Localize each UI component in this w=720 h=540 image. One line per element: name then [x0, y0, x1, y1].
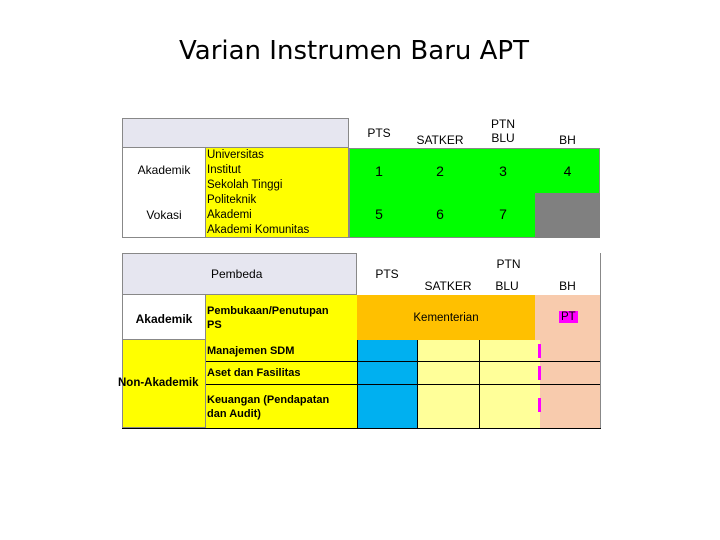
row-label-vokasi: Vokasi: [146, 208, 182, 222]
type-item: Institut: [207, 164, 241, 176]
item-keuangan: [207, 393, 357, 421]
item-line: PS: [207, 319, 222, 331]
grid-line: [206, 384, 600, 385]
type-item: Sekolah Tinggi: [207, 179, 283, 191]
type-item: Akademi: [207, 209, 252, 221]
row-label-non-akademik: Non-Akademik: [118, 377, 199, 389]
table1-header-blu: BLU: [491, 131, 515, 145]
table2-header-blu: BLU: [495, 279, 519, 293]
value-cell: 6: [436, 206, 444, 222]
item-line: Keuangan (Pendapatan: [207, 394, 330, 406]
type-item: Politeknik: [207, 194, 257, 206]
table2-header-satker: SATKER: [424, 279, 472, 293]
item-line: Pembukaan/Penutupan: [207, 305, 329, 317]
table2-header-bh: BH: [559, 279, 576, 293]
magenta-marker: [538, 344, 541, 358]
kementerian-label: Kementerian: [413, 312, 479, 324]
value-cell: 2: [436, 163, 444, 179]
table1-header-pts: PTS: [367, 126, 391, 140]
value-cell: 1: [375, 163, 383, 179]
item-manajemen-sdm: Manajemen SDM: [207, 345, 295, 357]
item-line: dan Audit): [207, 408, 261, 420]
grid-line: [600, 253, 601, 428]
type-item: Akademi Komunitas: [207, 224, 310, 236]
table1-header-satker: SATKER: [416, 133, 464, 147]
page-title: Varian Instrumen Baru APT: [179, 36, 529, 66]
magenta-marker: [538, 398, 541, 412]
item-pembukaan-penutupan: [207, 304, 357, 332]
value-cell: 5: [375, 206, 383, 222]
row-label-akademik: Akademik: [137, 163, 191, 177]
table1-header-bh: BH: [559, 133, 576, 147]
grid-line: [357, 340, 358, 428]
table1-header-ptn: PTN: [491, 117, 515, 131]
type-item: Universitas: [207, 149, 264, 161]
item-aset-fasilitas: Aset dan Fasilitas: [207, 367, 301, 379]
row-label-akademik-2: Akademik: [135, 312, 193, 326]
grid-line: [417, 340, 418, 428]
magenta-marker: [538, 366, 541, 380]
table2-header-pembeda: Pembeda: [211, 267, 263, 281]
grid-line: [122, 428, 601, 429]
grid-line: [206, 361, 600, 362]
value-cell: 4: [563, 163, 572, 179]
table2-header-ptn: PTN: [496, 257, 521, 271]
pt-badge: PT: [561, 311, 576, 323]
value-cell: 7: [499, 206, 507, 222]
value-cell: 3: [499, 163, 507, 179]
table2-header-pts: PTS: [375, 267, 399, 281]
grid-line: [479, 340, 480, 428]
